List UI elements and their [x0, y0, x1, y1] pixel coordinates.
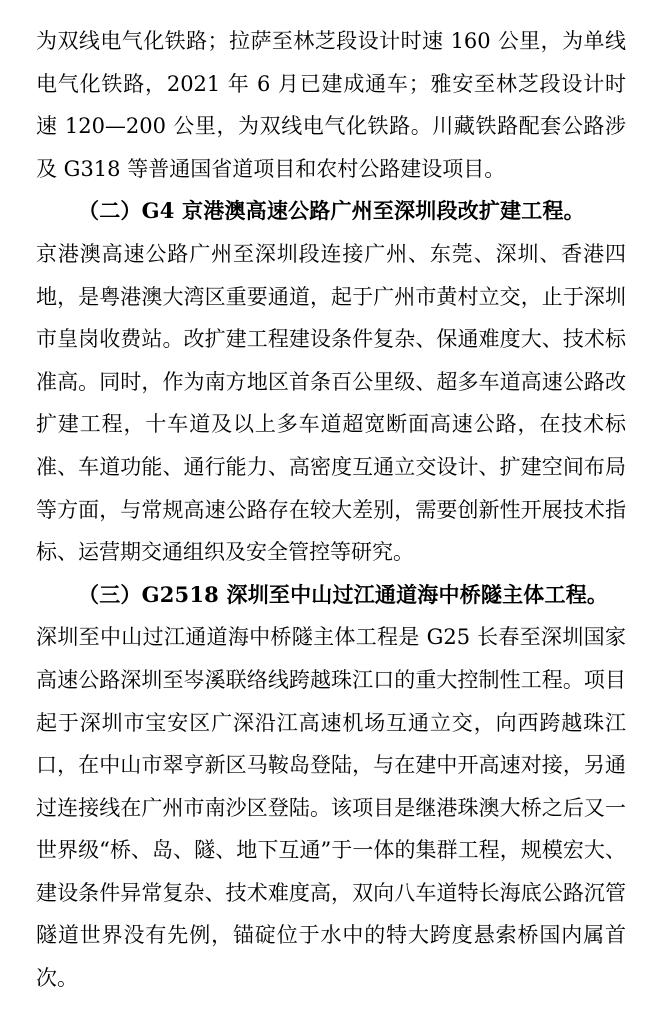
paragraph-g2518-description: 深圳至中山过江通道海中桥隧主体工程是 G25 长春至深圳国家高速公路深圳至岑溪联络线跨越珠江口的重大控制性工程。项目起于深圳市宝安区广深沿江高速机场互通立交，向西跨越珠江口，在中山市翠亨新区马鞍岛登陆，与在建中开高速对接，另通过连接线在广州市南沙区登陆。该项目是继港珠澳大桥之后又一世界级“桥、岛、隧、地下互通”于一体的集群工程，规模宏大、建设条件异常复杂、技术难度高，双向八车道特长海底公路沉管隧道世界没有先例，锚碇位于水中的特大跨度悬索桥国内属首次。 — [36, 625, 626, 991]
section-heading-g2518: （三）G2518 深圳至中山过江通道海中桥隧主体工程。 — [78, 581, 609, 607]
paragraph-g4-description: 京港澳高速公路广州至深圳段连接广州、东莞、深圳、香港四地，是粤港澳大湾区重要通道，起于广州市黄村立交，止于深圳市皇岗收费站。改扩建工程建设条件复杂、保通难度大、技术标准高。同时，作为南方地区首条百公里级、超多车道高速公路改扩建工程，十车道及以上多车道超宽断面高速公路，在技术标准、车道功能、通行能力、高密度互通立交设计、扩建空间布局等方面，与常规高速公路存在较大差别，需要创新性开展技术指标、运营期交通组织及安全管控等研究。 — [36, 241, 626, 565]
paragraph-railway-continuation: 为双线电气化铁路；拉萨至林芝段设计时速 160 公里，为单线电气化铁路，2021 年 6 月已建成通车；雅安至林芝段设计时速 120—200 公里，为双线电气化铁路。川藏铁路配套公路涉及 G318 等普通国省道项目和农村公路建设项目。 — [36, 29, 626, 181]
section-heading-g4: （二）G4 京港澳高速公路广州至深圳段改扩建工程。 — [78, 198, 585, 224]
document-page — [36, 20, 626, 1000]
